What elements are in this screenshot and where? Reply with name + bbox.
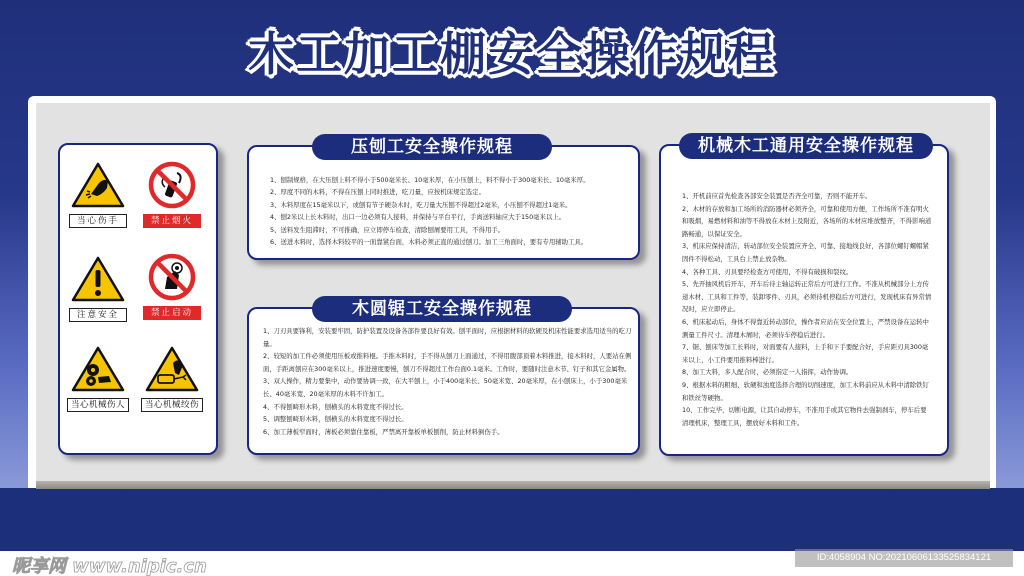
rule-item: 1、刀刃具要锋利，安装要牢固，防护装置及设备各部件要良好有效。刨平面时，应根据材料的软硬及机床性能要求选用适当的吃刀量。 [263,327,632,348]
rule-item: 5、先开抽风机后开车，开车后待主轴运转正常后方可进行工作。不准从机械部分上方传递木材、工具和工件等，装卸零件、刃具，必须待机停稳后方可进行，发现机床有异常情况时，应立即停止。 [682,280,932,314]
rule-item: 2、较短的加工件必须使用压板或推料棍。手推木料时，手不得从刨刀上面通过，不得用腹部顶着木料推进，接木料时，人要站在侧面，手距离刨应在300毫米以上，推进速度要慢，刨刀不得超过工作台面0.1毫米。工作时，要随时注意木节、钉子和其它金属物。 [263,352,632,373]
rule-item: 3、木料厚度在15毫米以下，或刨有节子硬杂木时，吃刀量大压刨不得超过2毫米，小压刨不得超过1毫米。 [270,200,572,209]
rule-item: 5、调整刨畸形木料，刨横头的木料宽度不得过长。 [263,415,408,424]
sign-caution-entanglement [142,345,202,412]
sign-caution-machinery [68,345,128,412]
board-bottom-shadow [36,481,990,489]
rule-item: 4、不得刨畸形木料，刨横头的木料宽度不得过长。 [263,402,408,411]
rule-item: 2、厚度不同的木料，不得在压刨上同时推进，吃刀量，应按机床规定选定。 [270,188,485,197]
rule-item: 8、加工大料，多人配合时，必须指定一人指挥，动作协调。 [682,368,853,377]
safety-signs-panel [58,143,218,455]
sign-caution-hand-injury [68,161,128,228]
sign-label: 禁止启动 [143,306,201,320]
rule-item: 1、开机前应首先检查各部安全装置是否齐全可靠，否则不能开车。 [682,192,872,200]
exclamation-icon [71,255,125,303]
rule-item: 5、送料发生阻滞时，不可推确，应立即停车检查，清除刨屑要用工具，不得用手。 [270,225,505,234]
no-start-icon [147,253,197,301]
rule-item: 7、锯、刨床等加工长料时，对面要有人接料，上手和下手要配合好，手应距刃具300毫米以上，小工件要用推料棒进行。 [682,343,929,364]
rule-item: 1、刨制规格，在大压刨上料不得小于500毫米长、10毫米厚，在小压刨上，料不得小于300毫米长、10毫米厚。 [270,176,590,184]
rule-item: 3、机床应保持清洁，转动部位安全装置应齐全、可靠、接地线良好，各部位螺钉螺帽紧固件不得松动，工具台上禁止放杂物。 [682,242,929,263]
sign-label: 注意安全 [69,308,127,322]
rule-item: 6、送进木料时，选择木料较平的一面靠紧台面，木料必须正直的通过刨刀。加工三角面时，要有专用辅助工具。 [270,238,588,247]
sign-label: 当心机械伤人 [67,398,129,412]
sign-caution-safety [68,255,128,322]
machine-entangle-icon [145,345,199,393]
sign-label: 当心伤手 [69,214,127,228]
sign-label: 禁止烟火 [143,214,201,228]
sign-no-starting [142,253,202,320]
rule-item: 6、机床起动后，身体不得靠近转动部位，操作者应站在安全位置上，严禁设备在运转中测量工件尺寸。清理木屑时，必须待车停稳后进行。 [682,317,929,339]
rule-item: 2、木材的存放和加工场所的消防器材必须齐全，可靠和使用方便，工作场所不准有明火和吸烟，易燃材料和油等不得放在木材上及附近，各场所的木材应堆放整齐，不得影响道路畅通，以保证安全。 [682,204,932,238]
rule-item: 9、根据木料的粗细、软硬和浊度选择合理的切削速度，加工木料前应从木料中清除铁钉和铁丝等硬物。 [682,380,929,402]
rule-item: 4、各种工具、刃具要经检查方可使用，不得有破损和裂纹。 [682,267,853,276]
sign-label: 当心机械绞伤 [141,398,203,412]
rule-item: 6、加工薄板窄面时，薄板必须靠住靠板，严禁离开靠板单板刨削，防止材料倒伤手。 [263,427,504,436]
circular-saw-rules-list [263,325,633,438]
watermark-id: ID:4058904 NO:20210606133525834121 [795,549,1013,567]
sign-no-smoking [142,161,202,228]
page-title: 木工加工棚安全操作规程 [248,27,776,81]
watermark-logo: 昵享网 www.nipic.cn [12,556,207,576]
rule-item: 10、工作完毕，切断电源，让其自动停车，不准用手或其它物件去强制刹车，停车后要清理机床，整理工具，摆放好木料和工件。 [682,406,927,427]
circular-saw-rules-title: 木圆锯工安全操作规程 [312,296,572,322]
rule-item: 4、刨2米以上长木料时，出口一边必须有人接料，并保持与平台平行，手离送料轴应大于150毫米以上。 [270,213,566,222]
planer-rules-title: 压刨工安全操作规程 [312,134,552,160]
general-rules-title: 机械木工通用安全操作规程 [679,133,933,159]
no-smoking-icon [147,161,197,209]
planer-rules-list [270,174,630,248]
background-bottom-band [0,488,1024,551]
hand-injury-icon [71,161,125,209]
rule-item: 3、双人操作，精力要集中，动作要协调一致，在大平刨上，小于400毫米长、50毫米宽、20毫米厚，在小刨床上，小于300毫米长、40毫米宽、20毫米厚的木料不许加工。 [263,377,628,398]
gear-hand-icon [71,345,125,393]
general-rules-list [682,190,932,429]
